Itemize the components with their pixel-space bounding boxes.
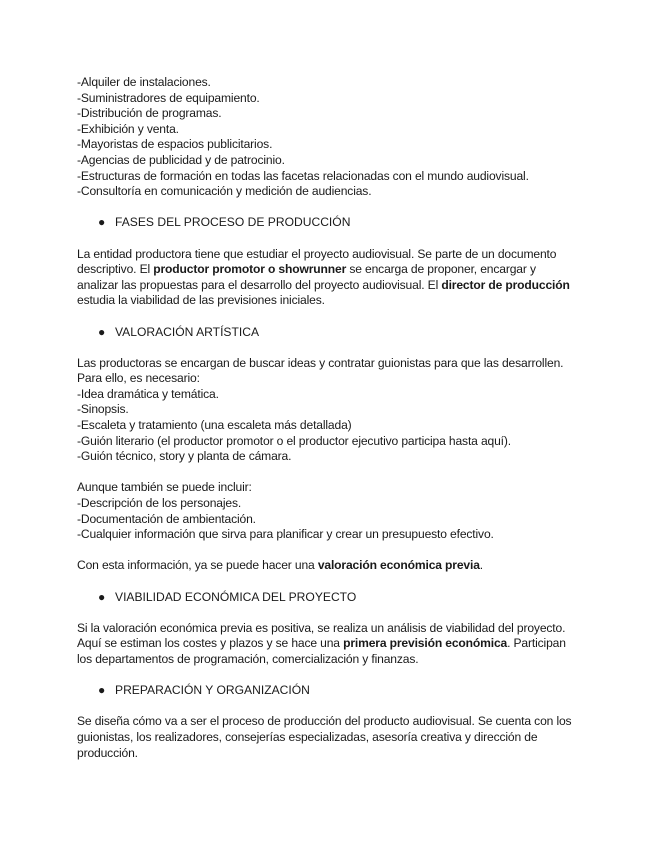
list-item: -Descripción de los personajes.	[77, 496, 242, 511]
paragraph-line	[77, 262, 582, 278]
intro-list	[77, 75, 582, 200]
bullet-icon: ●	[98, 215, 106, 230]
document-body	[77, 75, 582, 761]
paragraph-line: producción.	[77, 745, 138, 760]
list-item: -Estructuras de formación en todas las facetas relacionadas con el mundo audiovisual.	[77, 168, 529, 183]
bold-text: director de producción	[441, 277, 570, 292]
text-span: Con esta información, ya se puede hacer una	[77, 558, 318, 573]
paragraph-line	[77, 278, 582, 294]
bold-text: valoración económica previa	[317, 558, 480, 573]
text-span: . Participan	[507, 636, 566, 651]
list-item: -Consultoría en comunicación y medición de audiencias.	[77, 184, 372, 199]
bullet-icon: ●	[98, 324, 106, 339]
section-heading-text: VIABILIDAD ECONÓMICA DEL PROYECTO	[115, 589, 357, 604]
section-heading-text: PREPARACIÓN Y ORGANIZACIÓN	[115, 683, 310, 698]
section-heading-text: FASES DEL PROCESO DE PRODUCCIÓN	[115, 215, 351, 230]
bullet-icon: ●	[98, 683, 106, 698]
paragraph-line	[77, 558, 582, 574]
paragraph-line: Las productoras se encargan de buscar ideas y contratar guionistas para que las desarrollen.	[77, 355, 564, 370]
list-item: -Cualquier información que sirva para planificar y crear un presupuesto efectivo.	[77, 527, 494, 542]
paragraph-fases	[77, 247, 582, 309]
text-span: se encarga de proponer, encargar y	[346, 262, 536, 277]
paragraph-viabilidad	[77, 621, 582, 668]
text-span: Aquí se estiman los costes y plazos y se hace una	[77, 636, 344, 651]
list-item: -Suministradores de equipamiento.	[77, 90, 260, 105]
section-heading-viabilidad	[77, 590, 582, 606]
paragraph-line: estudia la viabilidad de las previsiones iniciales.	[77, 293, 325, 308]
paragraph-line: los departamentos de programación, comercialización y finanzas.	[77, 651, 419, 666]
paragraph-line: La entidad productora tiene que estudiar el proyecto audiovisual. Se parte de un documento	[77, 246, 557, 261]
paragraph-line: Aunque también se puede incluir:	[77, 480, 252, 495]
paragraph-preparacion	[77, 714, 582, 761]
list-item: -Escaleta y tratamiento (una escaleta más detallada)	[77, 418, 352, 433]
list-item: -Exhibición y venta.	[77, 121, 179, 136]
list-item: -Guión literario (el productor promotor o el productor ejecutivo participa hasta aquí).	[77, 433, 511, 448]
section-heading-valoracion	[77, 325, 582, 341]
list-item: -Documentación de ambientación.	[77, 511, 256, 526]
section-heading-preparacion	[77, 683, 582, 699]
list-item: -Idea dramática y temática.	[77, 386, 219, 401]
text-span: analizar las propuestas para el desarrollo del proyecto audiovisual. El	[77, 277, 442, 292]
paragraph-line	[77, 636, 582, 652]
paragraph-extra	[77, 480, 582, 542]
list-item: -Distribución de programas.	[77, 106, 222, 121]
list-item: -Mayoristas de espacios publicitarios.	[77, 137, 273, 152]
paragraph-line: Se diseña cómo va a ser el proceso de producción del producto audiovisual. Se cuenta con los	[77, 714, 572, 729]
bold-text: primera previsión económica	[343, 636, 508, 651]
paragraph-valoracion	[77, 356, 582, 465]
section-heading-text: VALORACIÓN ARTÍSTICA	[115, 324, 260, 339]
text-span: .	[479, 558, 484, 573]
list-item: -Guión técnico, story y planta de cámara.	[77, 449, 292, 464]
paragraph-line: Para ello, es necesario:	[77, 371, 200, 386]
paragraph-line: Si la valoración económica previa es positiva, se realiza un análisis de viabilidad del proyecto.	[77, 620, 566, 635]
bullet-icon: ●	[98, 589, 106, 604]
list-item: -Sinopsis.	[77, 402, 129, 417]
section-heading-fases	[77, 215, 582, 231]
paragraph-line: guionistas, los realizadores, consejerías especializadas, asesoría creativa y dirección de	[77, 729, 538, 744]
bold-text: productor promotor o showrunner	[153, 262, 347, 277]
list-item: -Alquiler de instalaciones.	[77, 75, 211, 89]
list-item: -Agencias de publicidad y de patrocinio.	[77, 152, 285, 167]
text-span: descriptivo. El	[77, 262, 154, 277]
